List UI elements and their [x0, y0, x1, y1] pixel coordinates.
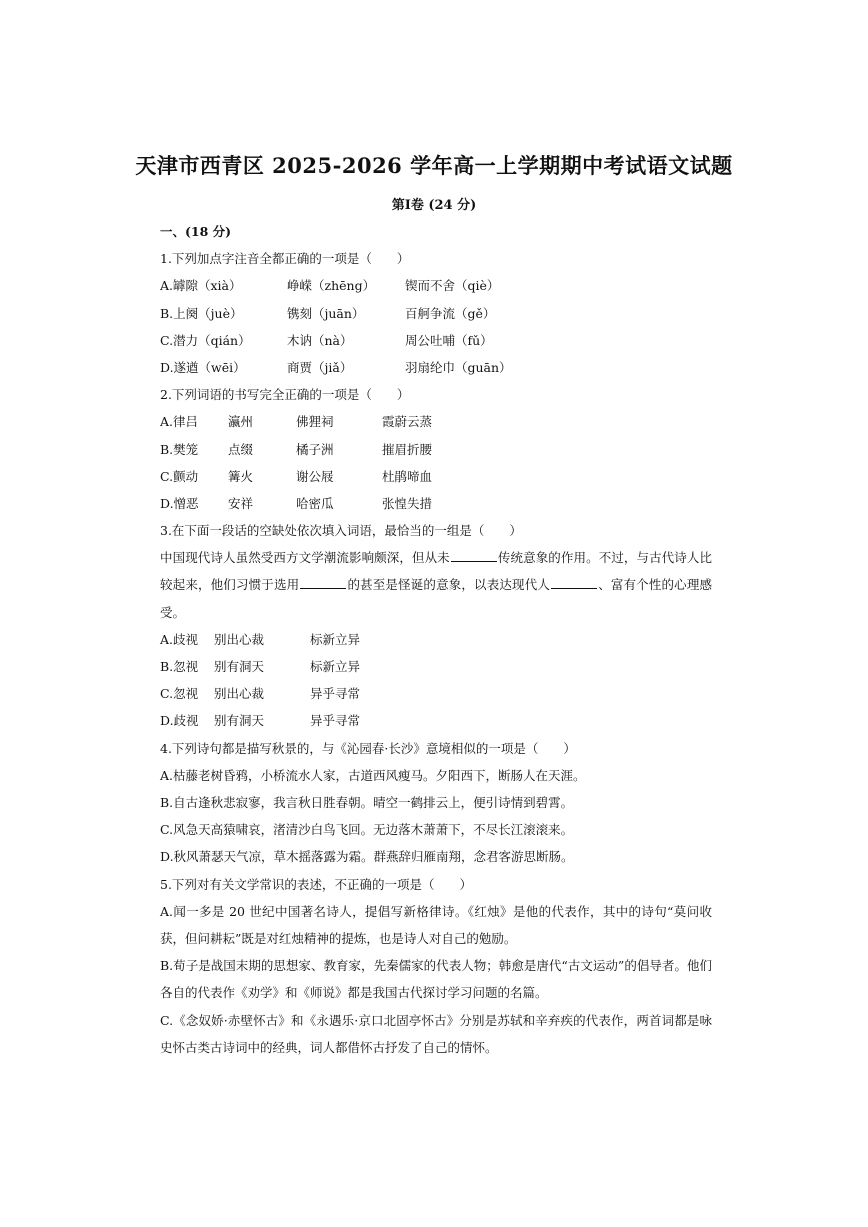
option-cell: 锲而不舍（qiè）	[405, 278, 500, 294]
option-cell: 异乎寻常	[310, 686, 361, 702]
q4-stem: 4.下列诗句都是描写秋景的，与《沁园春·长沙》意境相似的一项是（ ）	[160, 740, 576, 756]
exam-title: 天津市西青区 2025-2026 学年高一上学期期中考试语文试题	[135, 153, 733, 178]
exam-content	[160, 218, 712, 1061]
q2-option-b	[160, 436, 712, 463]
option-cell: A.律吕	[160, 414, 199, 430]
option-cell: B.上阕（juè）	[160, 305, 243, 321]
option-cell: 张惶失措	[382, 495, 433, 511]
passage-text: 、富有个性的心理感受。	[160, 577, 712, 620]
option-cell: 异乎寻常	[310, 713, 361, 729]
option-cell: 篝火	[228, 468, 254, 484]
q2-option-d	[160, 490, 712, 517]
q3-option-c	[160, 680, 712, 707]
option-cell: 别出心裁	[214, 631, 265, 647]
option-cell: B.樊笼	[160, 441, 199, 457]
option-cell: A.歧视	[160, 631, 199, 647]
q2-option-c	[160, 463, 712, 490]
option-cell: 别有洞天	[214, 713, 265, 729]
passage-text: 中国现代诗人虽然受西方文学潮流影响颇深，但从未	[160, 550, 450, 566]
q4-option-c: C.风急天高猿啸哀，渚清沙白鸟飞回。无边落木萧萧下，不尽长江滚滚来。	[160, 822, 574, 838]
passage-text: 的甚至是怪诞的意象，以表达现代人	[347, 577, 551, 593]
fill-blank	[300, 576, 346, 589]
emphasis-text: 不正确	[334, 876, 372, 892]
section-heading: 一、(18 分)	[160, 224, 232, 239]
option-cell: D.憎恶	[160, 495, 199, 511]
option-cell: 商贾（jiǎ）	[287, 359, 353, 375]
q3-option-d	[160, 707, 712, 734]
option-cell: 别有洞天	[214, 659, 265, 675]
q4-option-b: B.自古逢秋悲寂寥，我言秋日胜春朝。晴空一鹤排云上，便引诗情到碧霄。	[160, 794, 574, 810]
stem-text: 5.下列对有关文学常识的表述，	[160, 876, 335, 892]
fill-blank	[551, 576, 597, 589]
option-cell: 百舸争流（gě）	[405, 305, 496, 321]
q3-passage	[160, 544, 712, 626]
q2-stem: 2.下列词语的书写完全正确的一项是（ ）	[160, 387, 410, 403]
q1-option-c	[160, 327, 712, 354]
q3-option-a	[160, 626, 712, 653]
option-cell: C.潜力（qián）	[160, 332, 251, 348]
q5-option-c: C.《念奴娇·赤壁怀古》和《永遇乐·京口北固亭怀古》分别是苏轼和辛弃疾的代表作，两首词都是咏史怀古类古诗词中的经典，词人都借怀古抒发了自己的情怀。	[160, 1012, 712, 1055]
volume-subtitle: 第Ⅰ卷 (24 分)	[391, 198, 477, 213]
option-cell: 标新立异	[310, 631, 361, 647]
q1-stem: 1.下列加点字注音全都正确的一项是（ ）	[160, 251, 410, 267]
option-cell: B.忽视	[160, 659, 199, 675]
q1-option-a	[160, 272, 712, 299]
q1-option-d	[160, 354, 712, 381]
stem-text: 的一项是（ ）	[371, 876, 472, 892]
option-cell: 霞蔚云蒸	[382, 414, 433, 430]
q5-option-a: A.闻一多是 20 世纪中国著名诗人，提倡写新格律诗。《红烛》是他的代表作，其中的诗句“莫问收获，但问耕耘”既是对红烛精神的提炼，也是诗人对自己的勉励。	[160, 903, 712, 946]
option-cell: 周公吐哺（fǔ）	[405, 332, 493, 348]
option-cell: 摧眉折腰	[382, 441, 433, 457]
option-cell: A.罅隙（xià）	[160, 278, 242, 294]
option-cell: 安祥	[228, 495, 254, 511]
passage-text: 传统意象的作用。不过，与古代诗人比较起来，他们习惯于选用	[160, 550, 712, 593]
q3-option-b	[160, 653, 712, 680]
q1-option-b	[160, 300, 712, 327]
q4-option-a: A.枯藤老树昏鸦，小桥流水人家，古道西风瘦马。夕阳西下，断肠人在天涯。	[160, 767, 586, 783]
option-cell: 橘子洲	[296, 441, 334, 457]
option-cell: C.忽视	[160, 686, 199, 702]
option-cell: 镌刻（juān）	[287, 305, 365, 321]
option-cell: 杜鹃啼血	[382, 468, 433, 484]
fill-blank	[451, 549, 497, 562]
option-cell: 羽扇纶巾（guān）	[405, 359, 512, 375]
q3-stem: 3.在下面一段话的空缺处依次填入词语，最恰当的一组是（ ）	[160, 523, 522, 539]
option-cell: 佛狸祠	[296, 414, 334, 430]
option-cell: 谢公屐	[296, 468, 334, 484]
option-cell: C.颤动	[160, 468, 199, 484]
option-cell: 木讷（nà）	[287, 332, 353, 348]
option-cell: 瀛州	[228, 414, 254, 430]
option-cell: D.歧视	[160, 713, 199, 729]
option-cell: 标新立异	[310, 659, 361, 675]
option-cell: 别出心裁	[214, 686, 265, 702]
option-cell: 峥嵘（zhēng）	[287, 278, 376, 294]
q4-option-d: D.秋风萧瑟天气凉，草木摇落露为霜。群燕辞归雁南翔，念君客游思断肠。	[160, 849, 574, 865]
option-cell: 点缀	[228, 441, 254, 457]
q5-option-b: B.荀子是战国末期的思想家、教育家，先秦儒家的代表人物；韩愈是唐代“古文运动”的倡导者。他们各自的代表作《劝学》和《师说》都是我国古代探讨学习问题的名篇。	[160, 958, 712, 1001]
option-cell: D.遂遒（wēi）	[160, 359, 246, 375]
option-cell: 哈密瓜	[296, 495, 334, 511]
q2-option-a	[160, 408, 712, 435]
q5-stem	[160, 871, 712, 898]
